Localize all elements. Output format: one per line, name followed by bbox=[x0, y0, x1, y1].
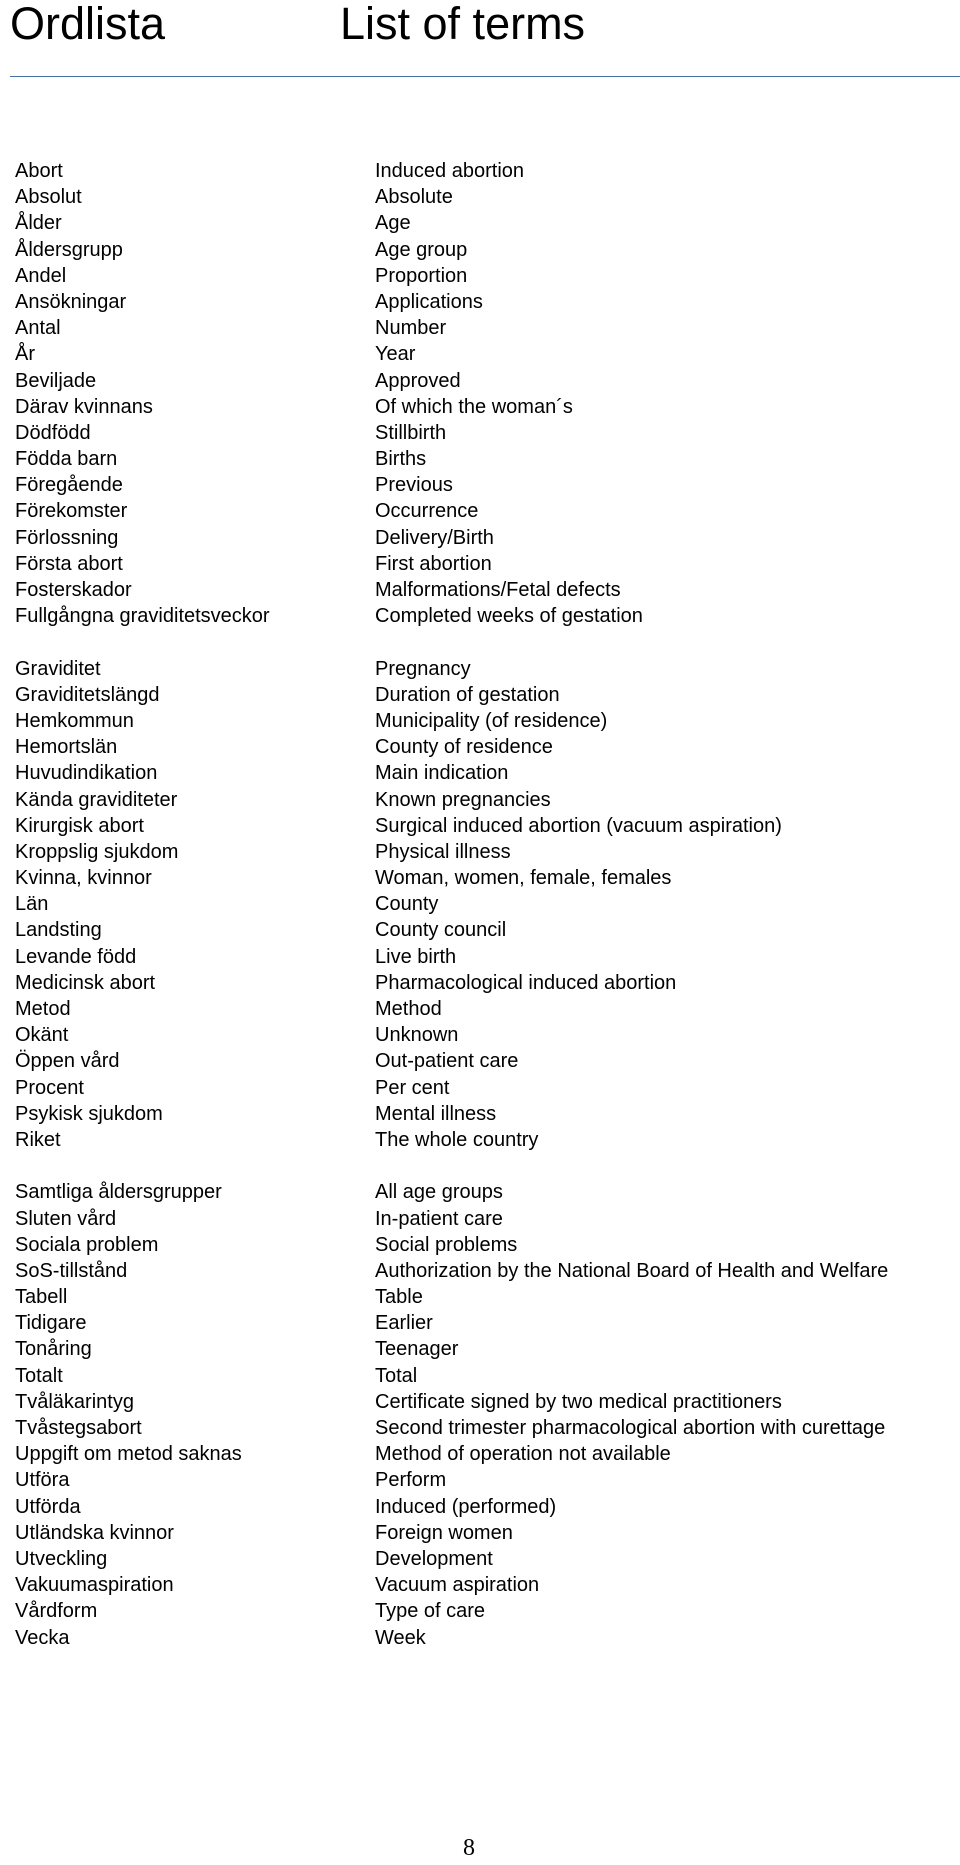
english-term: Year bbox=[375, 343, 416, 366]
swedish-term: Andel bbox=[15, 264, 67, 287]
swedish-term: Utförda bbox=[15, 1495, 81, 1518]
english-term: Malformations/Fetal defects bbox=[375, 579, 621, 601]
swedish-term: Utveckling bbox=[15, 1547, 108, 1570]
glossary-row bbox=[15, 734, 960, 760]
english-term: Teenager bbox=[375, 1338, 459, 1361]
swedish-term: Landsting bbox=[15, 919, 102, 942]
swedish-term: Öppen vård bbox=[15, 1050, 120, 1073]
english-term: Week bbox=[375, 1626, 426, 1649]
swedish-term: Antal bbox=[15, 317, 61, 340]
swedish-term: Tvåstegsabort bbox=[15, 1417, 142, 1439]
glossary-row bbox=[15, 472, 960, 498]
swedish-term: År bbox=[15, 343, 35, 366]
glossary-row bbox=[15, 498, 960, 524]
swedish-term: Medicinsk abort bbox=[15, 971, 156, 994]
swedish-term: Totalt bbox=[15, 1364, 63, 1387]
header-divider bbox=[10, 76, 960, 77]
swedish-term: Graviditet bbox=[15, 657, 101, 680]
glossary-row bbox=[15, 1258, 960, 1284]
swedish-term: Tidigare bbox=[15, 1312, 87, 1335]
swedish-term: Uppgift om metod saknas bbox=[15, 1443, 242, 1466]
glossary-row bbox=[15, 394, 960, 420]
swedish-term: Län bbox=[15, 893, 49, 916]
english-term: Woman, women, female, females bbox=[375, 867, 672, 890]
glossary-row bbox=[15, 368, 960, 394]
swedish-term: Metod bbox=[15, 998, 71, 1020]
english-term: Vacuum aspiration bbox=[375, 1574, 540, 1597]
page-title-swedish: Ordlista bbox=[10, 0, 166, 49]
english-term: County council bbox=[375, 919, 507, 942]
glossary-row bbox=[15, 420, 960, 446]
english-term: Main indication bbox=[375, 762, 509, 785]
glossary-row bbox=[15, 237, 960, 263]
english-term: Of which the woman´s bbox=[375, 395, 573, 418]
glossary-row bbox=[15, 158, 960, 184]
swedish-term: Graviditetslängd bbox=[15, 683, 160, 706]
page-title-english: List of terms bbox=[340, 0, 586, 49]
swedish-term: Sociala problem bbox=[15, 1233, 159, 1256]
glossary-row bbox=[15, 1048, 960, 1074]
english-term: Out-patient care bbox=[375, 1050, 519, 1073]
english-term: Physical illness bbox=[375, 840, 511, 863]
glossary-row bbox=[15, 1546, 960, 1572]
english-term: Age group bbox=[375, 238, 468, 261]
swedish-term: Kroppslig sjukdom bbox=[15, 840, 179, 863]
swedish-term: Åldersgrupp bbox=[15, 238, 123, 261]
glossary-row bbox=[15, 603, 960, 629]
glossary-row bbox=[15, 813, 960, 839]
english-term: In-patient care bbox=[375, 1207, 503, 1230]
swedish-term: SoS-tillstånd bbox=[15, 1259, 128, 1282]
swedish-term: Kända graviditeter bbox=[15, 788, 178, 811]
glossary-row bbox=[15, 263, 960, 289]
swedish-term: Utländska kvinnor bbox=[15, 1521, 174, 1544]
swedish-term: Dödfödd bbox=[15, 421, 91, 444]
english-term: Method bbox=[375, 998, 442, 1020]
glossary-row bbox=[15, 1232, 960, 1258]
english-term: Municipality (of residence) bbox=[375, 709, 608, 732]
glossary-row bbox=[15, 1389, 960, 1415]
english-term: The whole country bbox=[375, 1128, 539, 1151]
english-term: Approved bbox=[375, 369, 461, 392]
glossary-row bbox=[15, 787, 960, 813]
english-term: First abortion bbox=[375, 552, 492, 575]
glossary-row bbox=[15, 341, 960, 367]
english-term: Births bbox=[375, 448, 427, 471]
glossary-row bbox=[15, 525, 960, 551]
glossary-row bbox=[15, 446, 960, 472]
glossary-row bbox=[15, 1310, 960, 1336]
glossary-row bbox=[15, 865, 960, 891]
glossary-row bbox=[15, 891, 960, 917]
swedish-term: Tonåring bbox=[15, 1338, 92, 1361]
swedish-term: Därav kvinnans bbox=[15, 395, 153, 418]
swedish-term: Huvudindikation bbox=[15, 762, 158, 785]
english-term: Age bbox=[375, 212, 411, 235]
glossary-row bbox=[15, 1336, 960, 1362]
english-term: Occurrence bbox=[375, 500, 479, 523]
english-term: Known pregnancies bbox=[375, 788, 551, 811]
swedish-term: Vecka bbox=[15, 1626, 70, 1649]
english-term: Authorization by the National Board of Health and Welfare bbox=[375, 1259, 889, 1282]
english-term: Total bbox=[375, 1364, 418, 1387]
swedish-term: Fosterskador bbox=[15, 579, 132, 601]
glossary-row bbox=[15, 970, 960, 996]
swedish-term: Psykisk sjukdom bbox=[15, 1102, 163, 1125]
glossary-row bbox=[15, 944, 960, 970]
glossary-row bbox=[15, 1520, 960, 1546]
page-header bbox=[10, 0, 960, 56]
glossary-row bbox=[15, 1179, 960, 1205]
swedish-term: Vakuumaspiration bbox=[15, 1574, 174, 1597]
swedish-term: Kvinna, kvinnor bbox=[15, 867, 152, 890]
english-term: Live birth bbox=[375, 945, 457, 968]
glossary-row bbox=[15, 656, 960, 682]
swedish-term: Vårdform bbox=[15, 1600, 98, 1623]
swedish-term: Abort bbox=[15, 160, 63, 182]
english-term: Stillbirth bbox=[375, 421, 447, 444]
glossary-row bbox=[15, 1415, 960, 1441]
glossary-row bbox=[15, 1441, 960, 1467]
glossary-row bbox=[15, 1363, 960, 1389]
glossary-group bbox=[15, 656, 960, 1154]
swedish-term: Första abort bbox=[15, 552, 123, 575]
glossary-row bbox=[15, 1284, 960, 1310]
swedish-term: Tabell bbox=[15, 1286, 68, 1309]
swedish-term: Tvåläkarintyg bbox=[15, 1390, 134, 1413]
glossary-row bbox=[15, 1022, 960, 1048]
english-term: Induced (performed) bbox=[375, 1495, 557, 1518]
swedish-term: Absolut bbox=[15, 186, 82, 209]
english-term: Delivery/Birth bbox=[375, 526, 494, 549]
glossary-row bbox=[15, 708, 960, 734]
glossary-row bbox=[15, 1127, 960, 1153]
glossary-row bbox=[15, 184, 960, 210]
swedish-term: Riket bbox=[15, 1128, 61, 1151]
swedish-term: Procent bbox=[15, 1076, 84, 1099]
swedish-term: Samtliga åldersgrupper bbox=[15, 1181, 222, 1204]
english-term: Perform bbox=[375, 1469, 447, 1492]
english-term: Second trimester pharmacological abortion with curettage bbox=[375, 1417, 886, 1439]
glossary-row bbox=[15, 1075, 960, 1101]
swedish-term: Kirurgisk abort bbox=[15, 814, 144, 837]
glossary-row bbox=[15, 210, 960, 236]
glossary-row bbox=[15, 551, 960, 577]
swedish-term: Hemkommun bbox=[15, 709, 134, 732]
english-term: Absolute bbox=[375, 186, 453, 209]
english-term: Foreign women bbox=[375, 1521, 513, 1544]
swedish-term: Okänt bbox=[15, 1024, 69, 1047]
glossary-row bbox=[15, 917, 960, 943]
english-term: Social problems bbox=[375, 1233, 518, 1256]
english-term: All age groups bbox=[375, 1181, 503, 1204]
english-term: Surgical induced abortion (vacuum aspiration) bbox=[375, 814, 782, 837]
glossary-row bbox=[15, 1467, 960, 1493]
glossary-row bbox=[15, 996, 960, 1022]
swedish-term: Förlossning bbox=[15, 526, 119, 549]
english-term: Table bbox=[375, 1286, 423, 1309]
glossary-row bbox=[15, 1625, 960, 1651]
english-term: Method of operation not available bbox=[375, 1443, 671, 1466]
swedish-term: Sluten vård bbox=[15, 1207, 117, 1230]
page-number: 8 bbox=[463, 1835, 475, 1861]
swedish-term: Beviljade bbox=[15, 369, 97, 392]
english-term: Certificate signed by two medical practitioners bbox=[375, 1390, 782, 1413]
english-term: County of residence bbox=[375, 736, 553, 759]
swedish-term: Föregående bbox=[15, 474, 123, 497]
english-term: Unknown bbox=[375, 1024, 459, 1047]
english-term: Pharmacological induced abortion bbox=[375, 971, 677, 994]
english-term: Applications bbox=[375, 290, 483, 313]
english-term: Type of care bbox=[375, 1600, 486, 1623]
glossary-row bbox=[15, 760, 960, 786]
glossary-row bbox=[15, 839, 960, 865]
glossary-list bbox=[15, 158, 960, 1677]
glossary-row bbox=[15, 1494, 960, 1520]
english-term: Earlier bbox=[375, 1312, 433, 1335]
english-term: County bbox=[375, 893, 439, 916]
swedish-term: Ansökningar bbox=[15, 290, 127, 313]
swedish-term: Födda barn bbox=[15, 448, 118, 471]
english-term: Proportion bbox=[375, 264, 468, 287]
english-term: Development bbox=[375, 1547, 493, 1570]
english-term: Pregnancy bbox=[375, 657, 471, 680]
swedish-term: Förekomster bbox=[15, 500, 128, 523]
english-term: Induced abortion bbox=[375, 160, 525, 182]
swedish-term: Utföra bbox=[15, 1469, 70, 1492]
swedish-term: Ålder bbox=[15, 212, 62, 235]
english-term: Duration of gestation bbox=[375, 683, 560, 706]
english-term: Per cent bbox=[375, 1076, 450, 1099]
glossary-row bbox=[15, 289, 960, 315]
english-term: Mental illness bbox=[375, 1102, 497, 1125]
swedish-term: Hemortslän bbox=[15, 736, 118, 759]
glossary-group bbox=[15, 158, 960, 629]
english-term: Number bbox=[375, 317, 447, 340]
glossary-row bbox=[15, 682, 960, 708]
swedish-term: Fullgångna graviditetsveckor bbox=[15, 605, 270, 628]
glossary-row bbox=[15, 1598, 960, 1624]
glossary-row bbox=[15, 315, 960, 341]
glossary-row bbox=[15, 1101, 960, 1127]
english-term: Completed weeks of gestation bbox=[375, 605, 643, 628]
glossary-group bbox=[15, 1179, 960, 1650]
glossary-row bbox=[15, 1572, 960, 1598]
swedish-term: Levande född bbox=[15, 945, 137, 968]
english-term: Previous bbox=[375, 474, 453, 497]
glossary-row bbox=[15, 1206, 960, 1232]
glossary-row bbox=[15, 577, 960, 603]
